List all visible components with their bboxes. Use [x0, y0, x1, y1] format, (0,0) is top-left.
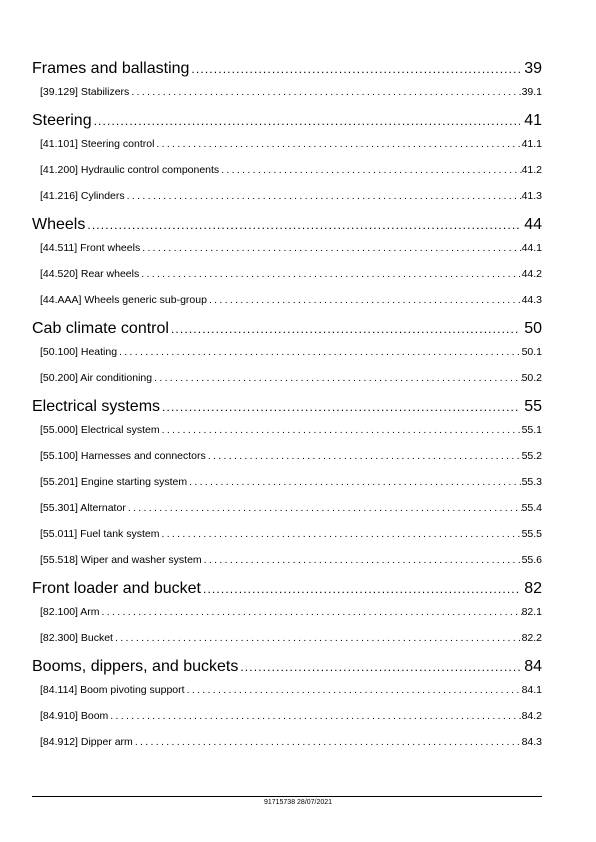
footer-divider: [32, 796, 542, 797]
chapter-page-number: 82: [524, 580, 542, 597]
section-page-number: 55.1: [521, 424, 542, 436]
toc-chapter-entry[interactable]: [32, 398, 542, 424]
chapter-page-number: 41: [524, 112, 542, 129]
section-title: [50.200] Air conditioning: [40, 372, 153, 384]
section-page-number: 39.1: [521, 86, 542, 98]
chapter-page-number: 55: [524, 398, 542, 415]
dot-leader: [117, 346, 522, 358]
toc-section-entry[interactable]: [32, 736, 542, 762]
footer-document-id: 91715738 28/07/2021: [263, 799, 333, 806]
dot-leader: [126, 502, 522, 514]
section-title: [55.000] Electrical system: [40, 424, 160, 436]
section-page-number: 41.1: [521, 138, 542, 150]
chapter-title: Steering: [32, 112, 92, 129]
section-page-number: 44.3: [521, 294, 542, 306]
section-title: [84.114] Boom pivoting support: [40, 684, 185, 696]
section-title: [41.101] Steering control: [40, 138, 155, 150]
dot-leader: [139, 268, 521, 280]
chapter-page-number: 50: [524, 320, 542, 337]
section-page-number: 55.6: [521, 554, 542, 566]
toc-chapter-entry[interactable]: [32, 320, 542, 346]
section-page-number: 55.4: [521, 502, 542, 514]
section-title: [44.511] Front wheels: [40, 242, 141, 254]
section-title: [44.520] Rear wheels: [40, 268, 140, 280]
toc-chapter-entry[interactable]: [32, 60, 542, 86]
dot-leader: [133, 736, 522, 748]
dot-leader: [219, 164, 521, 176]
dot-leader: [207, 294, 522, 306]
section-page-number: 41.3: [521, 190, 542, 202]
dot-leader: [169, 322, 520, 336]
chapter-title: Electrical systems: [32, 398, 161, 415]
toc-section-entry[interactable]: [32, 450, 542, 476]
toc-chapter-entry[interactable]: [32, 112, 542, 138]
section-title: [55.201] Engine starting system: [40, 476, 188, 488]
section-title: [82.300] Bucket: [40, 632, 113, 644]
dot-leader: [113, 632, 522, 644]
chapter-title: Booms, dippers, and buckets: [32, 658, 239, 675]
section-page-number: 44.1: [521, 242, 542, 254]
section-page-number: 82.2: [521, 632, 542, 644]
toc-chapter-group: [32, 580, 542, 658]
dot-leader: [108, 710, 521, 722]
dot-leader: [187, 476, 521, 488]
dot-leader: [125, 190, 522, 202]
dot-leader: [238, 660, 520, 674]
toc-chapter-group: [32, 658, 542, 762]
dot-leader: [92, 114, 521, 128]
chapter-page-number: 39: [524, 60, 542, 77]
toc-chapter-entry[interactable]: [32, 580, 542, 606]
chapter-page-number: 84: [524, 658, 542, 675]
section-title: [55.100] Harnesses and connectors: [40, 450, 206, 462]
toc-section-entry[interactable]: [32, 138, 542, 164]
chapter-title: Cab climate control: [32, 320, 169, 337]
dot-leader: [185, 684, 522, 696]
dot-leader: [202, 554, 522, 566]
section-title: [50.100] Heating: [40, 346, 118, 358]
toc-chapter-group: [32, 216, 542, 320]
toc-chapter-group: [32, 398, 542, 580]
section-title: [55.301] Alternator: [40, 502, 126, 514]
dot-leader: [189, 62, 520, 76]
dot-leader: [85, 218, 520, 232]
dot-leader: [140, 242, 521, 254]
toc-section-entry[interactable]: [32, 710, 542, 736]
toc-section-entry[interactable]: [32, 268, 542, 294]
toc-section-entry[interactable]: [32, 164, 542, 190]
dot-leader: [100, 606, 522, 618]
chapter-title: Wheels: [32, 216, 86, 233]
toc-chapter-entry[interactable]: [32, 658, 542, 684]
dot-leader: [206, 450, 522, 462]
toc-section-entry[interactable]: [32, 684, 542, 710]
toc-section-entry[interactable]: [32, 476, 542, 502]
chapter-page-number: 44: [524, 216, 542, 233]
dot-leader: [154, 138, 521, 150]
toc-chapter-group: [32, 112, 542, 216]
chapter-title: Front loader and bucket: [32, 580, 201, 597]
section-page-number: 55.3: [521, 476, 542, 488]
section-title: [39.129] Stabilizers: [40, 86, 130, 98]
section-title: [44.AAA] Wheels generic sub-group: [40, 294, 207, 306]
section-page-number: 82.1: [521, 606, 542, 618]
toc-section-entry[interactable]: [32, 424, 542, 450]
section-page-number: 84.1: [521, 684, 542, 696]
section-title: [84.912] Dipper arm: [40, 736, 133, 748]
section-page-number: 84.3: [521, 736, 542, 748]
toc-chapter-entry[interactable]: [32, 216, 542, 242]
toc-section-entry[interactable]: [32, 190, 542, 216]
dot-leader: [160, 400, 520, 414]
section-page-number: 41.2: [521, 164, 542, 176]
dot-leader: [129, 86, 521, 98]
toc-section-entry[interactable]: [32, 502, 542, 528]
section-page-number: 55.5: [521, 528, 542, 540]
toc-section-entry[interactable]: [32, 242, 542, 268]
section-title: [55.011] Fuel tank system: [40, 528, 160, 540]
toc-chapter-group: [32, 320, 542, 398]
dot-leader: [201, 582, 520, 596]
toc-section-entry[interactable]: [32, 294, 542, 320]
section-title: [82.100] Arm: [40, 606, 100, 618]
section-page-number: 44.2: [521, 268, 542, 280]
dot-leader: [159, 528, 521, 540]
chapter-title: Frames and ballasting: [32, 60, 190, 77]
dot-leader: [152, 372, 521, 384]
toc-section-entry[interactable]: [32, 554, 542, 580]
toc-section-entry[interactable]: [32, 606, 542, 632]
section-title: [84.910] Boom: [40, 710, 109, 722]
toc-section-entry[interactable]: [32, 86, 542, 112]
toc-chapter-group: [32, 60, 542, 112]
toc-section-entry[interactable]: [32, 372, 542, 398]
section-page-number: 50.2: [521, 372, 542, 384]
toc-section-entry[interactable]: [32, 346, 542, 372]
dot-leader: [160, 424, 522, 436]
section-page-number: 50.1: [521, 346, 542, 358]
table-of-contents: [32, 60, 542, 762]
section-page-number: 55.2: [521, 450, 542, 462]
toc-section-entry[interactable]: [32, 528, 542, 554]
section-title: [41.216] Cylinders: [40, 190, 125, 202]
toc-section-entry[interactable]: [32, 632, 542, 658]
section-page-number: 84.2: [521, 710, 542, 722]
section-title: [55.518] Wiper and washer system: [40, 554, 202, 566]
section-title: [41.200] Hydraulic control components: [40, 164, 220, 176]
